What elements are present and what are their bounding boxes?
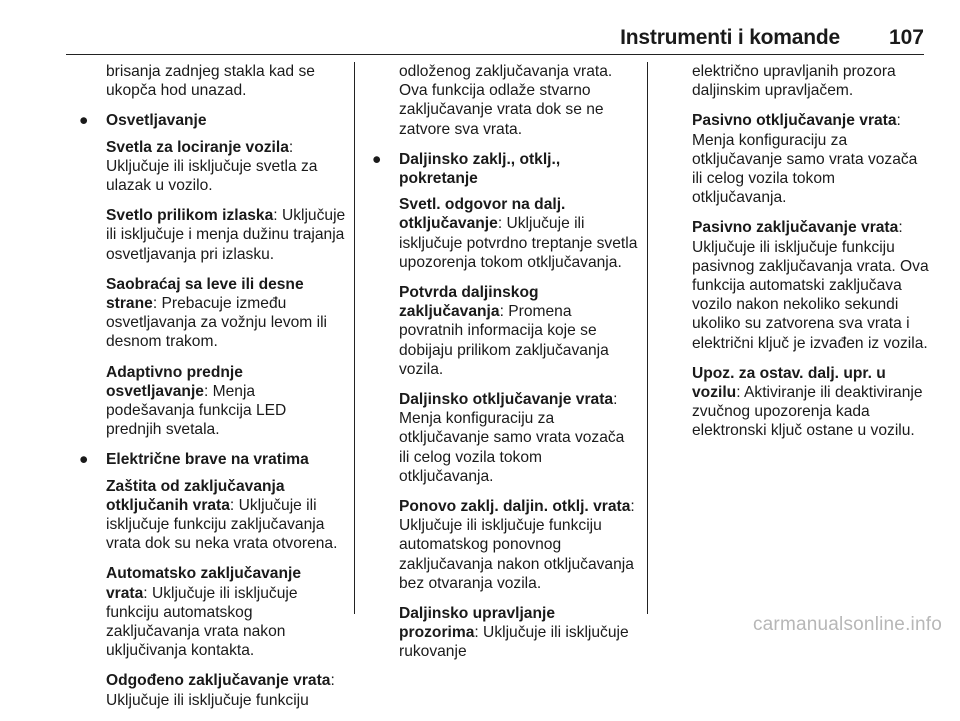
bullet-heading: ● Osvetljavanje	[79, 112, 207, 130]
column-divider	[647, 62, 648, 614]
paragraph: Daljinsko otključavanje vrata: Menja konfiguraciju za otključavanje samo vrata vozača ili celog vozila tokom otključavanja.	[399, 391, 625, 485]
bullet-icon: ●	[372, 150, 382, 168]
page-number: 107	[888, 26, 924, 49]
paragraph: odloženog zaključavanja vrata. Ova funkcija odlaže stvarno zaključavanje vrata dok se ne zatvore sva vrata.	[399, 63, 613, 138]
paragraph: Pasivno otključavanje vrata: Menja konfiguraciju za otključavanje samo vrata vozača ili celog vozila tokom otključavanja.	[692, 112, 918, 207]
paragraph: Pasivno zaključavanje vrata: Uključuje ili isključuje funkciju pasivnog zaključavanja vrata. Ova funkcija automatski zaključava vozilo nakon nekoliko sekundi ukoliko su zatvorena sva vrata i električni ključ je izvađen iz vozila.	[692, 219, 929, 352]
bullet-heading: ● Daljinsko zaklj., otklj., pokretanje	[372, 150, 561, 188]
paragraph: Automatsko zaključavanje vrata: Uključuje ili isključuje funkciju automatskog zaključavanja vrata nakon uključivanja kontakta.	[106, 565, 301, 660]
bullet-heading: ● Električne brave na vratima	[79, 451, 309, 469]
paragraph: Daljinsko upravljanje prozorima: Uključuje ili isključuje rukovanje	[399, 605, 629, 661]
paragraph: Odgođeno zaključavanje vrata: Uključuje ili isključuje funkciju	[106, 672, 335, 709]
paragraph: električno upravljanih prozora daljinskim upravljačem.	[692, 63, 896, 100]
paragraph: Upoz. za ostav. dalj. upr. u vozilu: Aktiviranje ili deaktiviranje zvučnog upozorenja kada elektronski ključ ostane u vozilu.	[692, 364, 923, 440]
paragraph: Zaštita od zaključavanja otključanih vrata: Uključuje ili isključuje funkciju zaključavanja vrata dok su neka vrata otvorena.	[106, 477, 338, 553]
section-title: Instrumenti i komande	[620, 26, 840, 49]
bullet-icon: ●	[79, 451, 89, 469]
paragraph: Adaptivno prednje osvetljavanje: Menja podešavanja funkcija LED prednjih svetala.	[106, 363, 287, 439]
bullet-icon: ●	[79, 112, 89, 130]
paragraph: Svetl. odgovor na dalj. otključavanje: Uključuje ili isključuje potvrdno treptanje svetla upozorenja tokom otključavanja.	[399, 196, 638, 271]
column-1	[79, 62, 346, 721]
header-rule	[66, 54, 924, 55]
paragraph: Ponovo zaklj. daljin. otklj. vrata: Uključuje ili isključuje funkciju automatskog ponovnog zaključavanja nakon otključavanja bez otvaranja vozila.	[399, 498, 635, 592]
paragraph: Svetlo prilikom izlaska: Uključuje ili isključuje i menja dužinu trajanja osvetljavanja pri izlasku.	[106, 207, 346, 263]
column-3	[692, 62, 932, 452]
paragraph: Potvrda daljinskog zaključavanja: Promena povratnih informacija koje se dobijaju prilikom zaključavanja vozila.	[399, 284, 609, 378]
paragraph: Svetla za lociranje vozila: Uključuje ili isključuje svetla za ulazak u vozilo.	[106, 138, 318, 195]
watermark: carmanualsonline.info	[752, 614, 942, 635]
paragraph: Saobraćaj sa leve ili desne strane: Prebacuje između osvetljavanja za vožnju levom ili desnom trakom.	[106, 275, 328, 351]
column-2	[372, 62, 639, 673]
paragraph: brisanja zadnjeg stakla kad se ukopča hod unazad.	[106, 63, 315, 100]
column-divider	[354, 62, 355, 614]
page-header	[0, 0, 960, 54]
